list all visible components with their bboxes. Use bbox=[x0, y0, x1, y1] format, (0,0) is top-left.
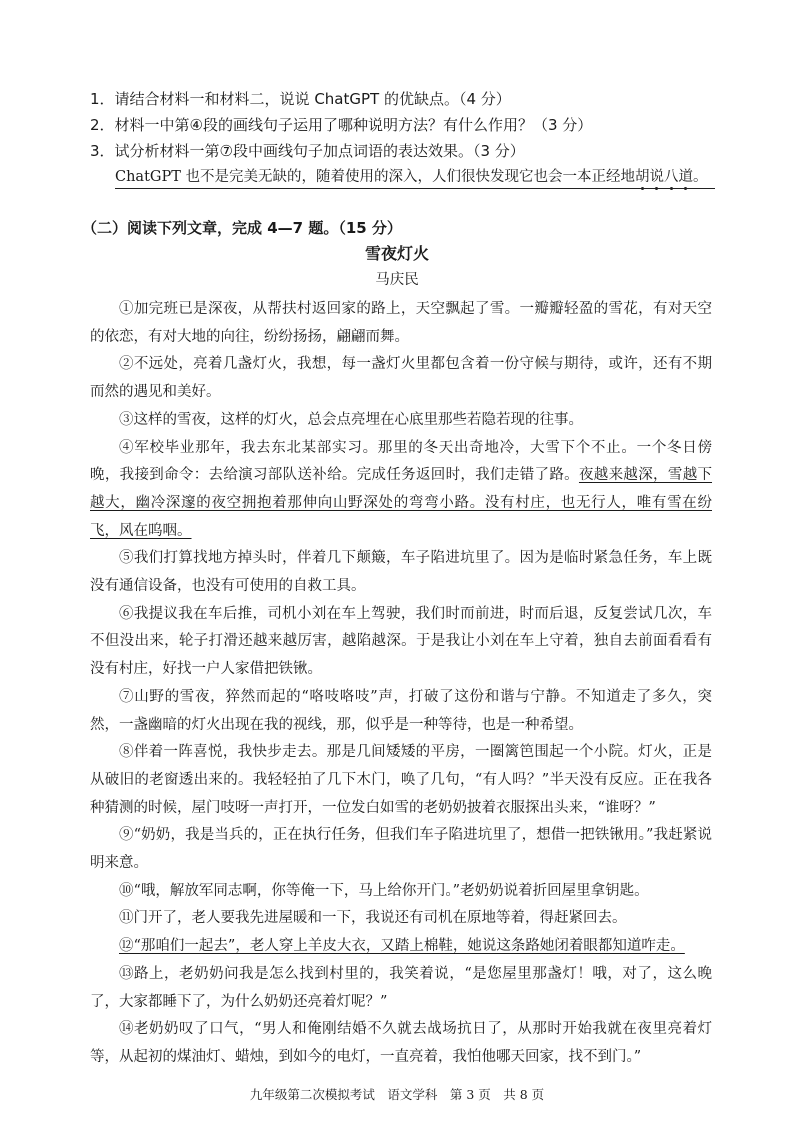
article-title: 雪夜灯火 bbox=[364, 244, 429, 263]
paragraph-12 bbox=[90, 933, 712, 961]
question-2: 2．材料一中第④段的画线句子运用了哪种说明方法？有什么作用？（3 分） bbox=[90, 116, 593, 134]
quoted-sentence-end: 。 bbox=[693, 169, 708, 185]
paragraph-7: ⑦山野的雪夜，猝然而起的“咯吱咯吱”声，打破了这份和谐与宁静。不知道走了多久，突然，一盏幽暗的灯火出现在我的视线，那，似乎是一种等待，也是一种希望。 bbox=[90, 688, 712, 733]
paragraph-11: ⑪门开了，老人要我先进屋暖和一下，我说还有司机在原地等着，得赶紧回去。 bbox=[119, 910, 627, 927]
paragraph-4-text: ④军校毕业那年，我去东北某部实习。那里的冬天出奇地冷，大雪下个不止。一个冬日傍晚，我接到命令：去给演习部队送补给。完成任务返回时，我们走错了路。 bbox=[90, 439, 712, 484]
question-1: 1．请结合材料一和材料二，说说 ChatGPT 的优缺点。（4 分） bbox=[90, 90, 511, 108]
paragraph-9: ⑨“奶奶，我是当兵的，正在执行任务，但我们车子陷进坑里了，想借一把铁锹用。”我赶紧说明来意。 bbox=[90, 827, 712, 872]
paragraph-14: ⑭老奶奶叹了口气，“男人和俺刚结婚不久就去战场抗日了，从那时开始我就在夜里亮着灯等，从起初的煤油灯、蜡烛，到如今的电灯，一直亮着，我怕他哪天回家，找不到门。” bbox=[90, 1021, 712, 1065]
dotted-char: 胡 bbox=[635, 169, 650, 185]
underlined-sentence: 夜越来越深，雪越下越大，幽冷深邃的夜空拥抱着那伸向山野深处的弯弯小路。没有村庄，也无行人，唯有雪在纷飞，风在呜咽。 bbox=[90, 467, 713, 539]
paragraph-13: ⑬路上，老奶奶问我是怎么找到村里的，我笑着说，“是您屋里那盏灯！哦，对了，这么晚了，大家都睡下了，为什么奶奶还亮着灯呢？” bbox=[90, 965, 712, 1010]
underlined-sentence: ⑫“那咱们一起去”，老人穿上羊皮大衣，又踏上棉鞋，她说这条路她闭着眼都知道咋走。 bbox=[119, 938, 685, 955]
paragraph-10: ⑩“哦，解放军同志啊，你等俺一下，马上给你开门。”老奶奶说着折回屋里拿钥匙。 bbox=[119, 882, 649, 899]
dotted-char: 道 bbox=[678, 169, 694, 185]
paragraph-6: ⑥我提议我在车后推，司机小刘在车上驾驶，我们时而前进，时而后退，反复尝试几次，车不但没出来，轮子打滑还越来越厉害，越陷越深。于是我让小刘在车上守着，独自去前面看看有没有村庄，好找一户人家借把铁锹。 bbox=[90, 605, 712, 678]
quoted-sentence-text: ChatGPT 也不是完美无缺的，随着使用的深入，人们很快发现它也会一本正经地 bbox=[115, 169, 636, 185]
article-author: 马庆民 bbox=[375, 272, 419, 288]
page-footer: 九年级第二次模拟考试 语文学科 第 3 页 共 8 页 bbox=[249, 1087, 545, 1102]
paragraph-1: ①加完班已是深夜，从帮扶村返回家的路上，天空飘起了雪。一瓣瓣轻盈的雪花，有对天空的依恋，有对大地的向往，纷纷扬扬，翩翩而舞。 bbox=[90, 301, 712, 345]
paragraph-5: ⑤我们打算找地方掉头时，伴着几下颠簸，车子陷进坑里了。因为是临时紧急任务，车上既没有通信设备，也没有可使用的自救工具。 bbox=[90, 550, 712, 595]
paragraph-8: ⑧伴着一阵喜悦，我快步走去。那是几间矮矮的平房，一圈篱笆围起一个小院。灯火，正是从破旧的老窗透出来的。我轻轻拍了几下木门，唤了几句，“有人吗？”半天没有反应。正在我各种猜测的时候，屋门吱呀一声打开，一位发白如雪的老奶奶披着衣服探出头来，“谁呀？” bbox=[90, 744, 712, 816]
section-heading: （二）阅读下列文章，完成 4—7 题。（15 分） bbox=[82, 219, 402, 237]
dotted-char: 八 bbox=[664, 169, 679, 185]
question-3: 3．试分析材料一第⑦段中画线句子加点词语的表达效果。（3 分） bbox=[90, 142, 525, 160]
dotted-char: 说 bbox=[649, 169, 665, 185]
paragraph-4 bbox=[90, 435, 712, 546]
paragraph-3: ③这样的雪夜，这样的灯火，总会点亮埋在心底里那些若隐若现的往事。 bbox=[119, 411, 583, 428]
article-body bbox=[90, 296, 712, 1072]
paragraph-2: ②不远处，亮着几盏灯火，我想，每一盏灯火里都包含着一份守候与期待，或许，还有不期而然的遇见和美好。 bbox=[90, 356, 712, 401]
quoted-sentence bbox=[115, 167, 715, 189]
